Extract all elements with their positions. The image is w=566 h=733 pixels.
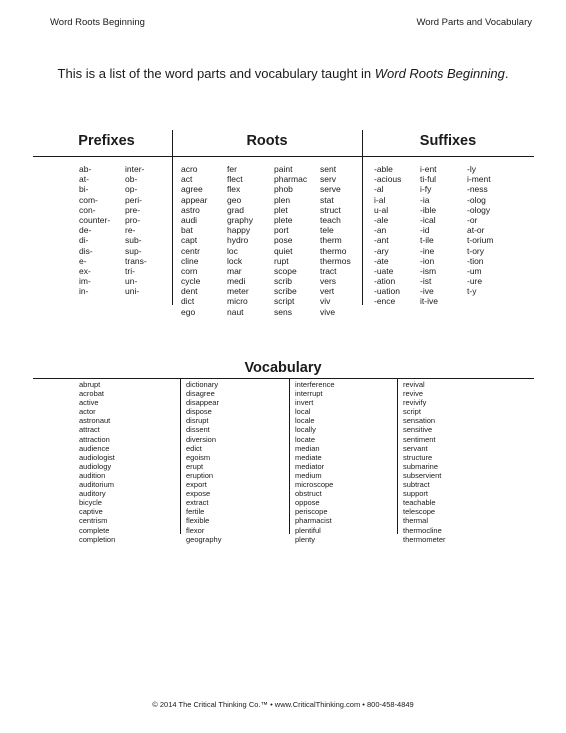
root-item: thermos [320, 255, 351, 266]
root-item: phob [274, 184, 293, 195]
root-item: dent [181, 286, 198, 297]
vocabulary-word: support [403, 489, 429, 499]
vocabulary-word: medium [295, 470, 322, 480]
vocabulary-word: audition [79, 470, 106, 480]
intro-after: . [504, 66, 509, 81]
vocabulary-word: thermocline [403, 525, 442, 535]
vocab-divider-1 [180, 378, 181, 534]
vocabulary-word: thermometer [403, 534, 446, 544]
vocabulary-word-column [295, 380, 335, 544]
header-right: Word Parts and Vocabulary [416, 17, 532, 28]
root-item-column [320, 164, 351, 317]
suffix-item: -ence [374, 296, 396, 307]
suffix-item: -ure [467, 276, 483, 287]
root-item-column [227, 164, 253, 317]
vocab-divider-2 [289, 378, 290, 534]
root-item: grad [227, 204, 245, 215]
vocabulary-word-column [79, 380, 115, 544]
root-item: tele [320, 225, 334, 236]
root-item: ego [181, 306, 196, 317]
vocabulary-word: dissent [186, 425, 210, 435]
vocabulary-word: fertile [186, 507, 205, 517]
vocabulary-word: periscope [295, 507, 328, 517]
vocabulary-word: subservient [403, 470, 442, 480]
prefix-item: im- [79, 276, 91, 287]
vocabulary-word: egoism [186, 452, 211, 462]
vocabulary-word: centrism [79, 516, 108, 526]
vocabulary-word: eruption [186, 470, 214, 480]
vocabulary-word: captive [79, 507, 103, 517]
root-item: struct [320, 204, 341, 215]
prefix-item: inter- [125, 164, 145, 174]
vocabulary-word: dictionary [186, 380, 219, 389]
vocabulary-word: flexor [186, 525, 205, 535]
root-item: agree [181, 184, 203, 195]
divider-prefixes-roots [172, 130, 173, 305]
suffix-item: -ly [467, 164, 476, 174]
prefix-item: ab- [79, 164, 92, 174]
suffix-item: ti-ful [420, 174, 437, 185]
suffix-item: i-al [374, 194, 386, 205]
root-item: loc [227, 245, 238, 256]
root-item: cline [181, 255, 199, 266]
vocabulary-word: pharmacist [295, 516, 332, 526]
vocabulary-word: revive [403, 389, 424, 399]
vocabulary-word: completion [79, 534, 116, 544]
vocabulary-word: mediate [295, 452, 322, 462]
prefix-item: sup- [125, 245, 142, 256]
vocabulary-word: telescope [403, 507, 436, 517]
vocabulary-word: geography [186, 534, 222, 544]
vocabulary-word: actor [79, 407, 96, 417]
prefix-item-column [79, 164, 110, 296]
root-item: serv [320, 174, 337, 185]
suffix-item: at-or [467, 225, 485, 236]
suffix-item: -uation [374, 286, 400, 297]
vocabulary-word: invert [295, 398, 314, 408]
vocabulary-word: acrobat [79, 389, 105, 399]
suffix-item-column [420, 164, 438, 307]
suffix-item: -ist [420, 276, 432, 287]
vocabulary-word: plenty [295, 534, 316, 544]
suffix-item: -ible [420, 204, 437, 215]
root-item: plen [274, 194, 291, 205]
root-item: geo [227, 194, 242, 205]
suffix-item: -ation [374, 276, 396, 287]
suffix-item: -tion [467, 255, 484, 266]
prefix-item: pre- [125, 204, 141, 215]
root-item: rupt [274, 255, 289, 266]
root-item: fer [227, 164, 237, 174]
vocabulary-word: extract [186, 498, 209, 508]
vocabulary-word: active [79, 398, 99, 408]
vocabulary-word: dispose [186, 407, 212, 417]
vocabulary-word: flexible [186, 516, 210, 526]
root-item: vive [320, 306, 336, 317]
suffix-item: -olog [467, 194, 486, 205]
root-item: graphy [227, 214, 253, 225]
vocabulary-word: bicycle [79, 498, 102, 508]
prefix-item: in- [79, 286, 89, 297]
vocabulary-word: interference [295, 380, 335, 389]
vocabulary-word: plentiful [295, 525, 321, 535]
vocabulary-word: teachable [403, 498, 436, 508]
root-item: serve [320, 184, 341, 195]
vocabulary-word: revival [403, 380, 425, 389]
root-item: pose [274, 235, 293, 246]
vocabulary-word: revivify [403, 398, 427, 408]
suffix-item: -or [467, 214, 478, 225]
vocabulary-word-column [403, 380, 446, 544]
root-item: thermo [320, 245, 347, 256]
vocabulary-word: locally [295, 425, 316, 435]
vocabulary-word: audiologist [79, 452, 115, 462]
root-item: centr [181, 245, 200, 256]
root-item: act [181, 174, 193, 185]
root-item: stat [320, 194, 334, 205]
root-item: acro [181, 164, 198, 174]
vocabulary-word: script [403, 407, 421, 417]
root-item: happy [227, 225, 251, 236]
suffix-item: -uate [374, 265, 394, 276]
root-item: plet [274, 204, 288, 215]
root-item: scrib [274, 276, 292, 287]
vocabulary-word: abrupt [79, 380, 101, 389]
vocabulary-word: export [186, 480, 207, 490]
intro-before: This is a list of the word parts and vocabulary taught in [57, 66, 375, 81]
root-item: scribe [274, 286, 297, 297]
root-item: cycle [181, 276, 201, 287]
suffix-item: -ary [374, 245, 389, 256]
vocabulary-word: locale [295, 416, 315, 426]
prefix-item: pro- [125, 214, 141, 225]
root-item: micro [227, 296, 248, 307]
vocabulary-word: disrupt [186, 416, 209, 426]
suffix-item: -um [467, 265, 482, 276]
root-item: tract [320, 265, 337, 276]
root-item: bat [181, 225, 193, 236]
vocabulary-rule [33, 378, 534, 379]
suffix-item: t-y [467, 286, 477, 297]
vocabulary-word: sensitive [403, 425, 433, 435]
prefix-item: un- [125, 276, 138, 287]
vocabulary-heading: Vocabulary [244, 360, 322, 376]
prefix-item: dis- [79, 245, 93, 256]
suffix-item: -ia [420, 194, 430, 205]
root-item: meter [227, 286, 249, 297]
root-item: capt [181, 235, 198, 246]
vocabulary-word: structure [403, 452, 433, 462]
root-item: vert [320, 286, 335, 297]
vocabulary-word: obstruct [295, 489, 322, 499]
root-item: pharmac [274, 174, 308, 185]
intro-book-title: Word Roots Beginning [374, 66, 505, 81]
suffix-item: -ant [374, 235, 389, 246]
prefix-item: com- [79, 194, 98, 205]
vocabulary-word: disappear [186, 398, 219, 408]
vocabulary-word: submarine [403, 461, 439, 471]
vocabulary-word: locate [295, 434, 316, 444]
suffix-item: -ology [467, 204, 491, 215]
suffix-item: -able [374, 164, 393, 174]
prefix-item-column [125, 164, 147, 296]
vocabulary-word: thermal [403, 516, 429, 526]
prefix-item: e- [79, 255, 87, 266]
prefix-item: sub- [125, 235, 142, 246]
suffix-item: -ism [420, 265, 437, 276]
root-item: corn [181, 265, 198, 276]
vocabulary-word: disagree [186, 389, 215, 399]
prefix-item: re- [125, 225, 136, 236]
root-item: flex [227, 184, 241, 195]
suffix-item: -an [374, 225, 387, 236]
suffix-item: -ine [420, 245, 435, 256]
root-item: dict [181, 296, 195, 307]
suffix-item: -ate [374, 255, 389, 266]
root-item: plete [274, 214, 293, 225]
vocabulary-word-column [186, 380, 221, 544]
suffix-item: i-ment [467, 174, 491, 185]
vocabulary-word: median [295, 443, 320, 453]
vocabulary-word: audience [79, 443, 110, 453]
root-item: quiet [274, 245, 293, 256]
intro-text [0, 66, 566, 81]
root-item: vers [320, 276, 337, 287]
root-item: mar [227, 265, 242, 276]
prefix-item: peri- [125, 194, 143, 205]
vocabulary-word: sentiment [403, 434, 436, 444]
prefix-item: ex- [79, 265, 91, 276]
vocabulary-word: auditory [79, 489, 106, 499]
suffix-item-column [467, 164, 493, 296]
vocabulary-word: microscope [295, 480, 334, 490]
suffix-item: -ness [467, 184, 488, 195]
root-item: paint [274, 164, 293, 174]
suffix-item: -id [420, 225, 430, 236]
suffix-item: i-fy [420, 184, 432, 195]
root-item: therm [320, 235, 342, 246]
root-item: sent [320, 164, 337, 174]
suffix-item: -acious [374, 174, 402, 185]
prefix-item: op- [125, 184, 138, 195]
vocabulary-word: erupt [186, 461, 204, 471]
root-item: lock [227, 255, 243, 266]
vocabulary-word: interrupt [295, 389, 323, 399]
root-item-column [181, 164, 207, 317]
vocabulary-word: complete [79, 525, 110, 535]
prefix-item: ob- [125, 174, 138, 185]
root-item: flect [227, 174, 243, 185]
suffix-item: u-al [374, 204, 389, 215]
root-item: naut [227, 306, 244, 317]
suffixes-heading: Suffixes [419, 133, 477, 149]
prefix-item: di- [79, 235, 89, 246]
suffix-item: it-ive [420, 296, 438, 307]
suffix-item-column [374, 164, 401, 307]
root-item: hydro [227, 235, 249, 246]
suffix-item: t-ory [467, 245, 484, 256]
prefix-item: trans- [125, 255, 147, 266]
prefix-item: de- [79, 225, 92, 236]
root-item: medi [227, 276, 246, 287]
vocabulary-word: sensation [403, 416, 436, 426]
word-parts-rule [33, 156, 534, 157]
suffix-item: -ion [420, 255, 435, 266]
suffix-item: t-orium [467, 235, 494, 246]
root-item: appear [181, 194, 208, 205]
vocabulary-word: audiology [79, 461, 112, 471]
vocabulary-word: local [295, 407, 311, 417]
vocabulary-word: edict [186, 443, 202, 453]
root-item: script [274, 296, 295, 307]
vocabulary-word: oppose [295, 498, 320, 508]
prefixes-heading: Prefixes [78, 133, 135, 149]
vocabulary-word: attraction [79, 434, 110, 444]
vocabulary-word: auditorium [79, 480, 115, 490]
suffix-item: -ale [374, 214, 389, 225]
root-item: scope [274, 265, 297, 276]
prefix-item: con- [79, 204, 96, 215]
root-item-column [274, 164, 307, 317]
root-item: sens [274, 306, 292, 317]
vocabulary-word: mediator [295, 461, 325, 471]
header-left: Word Roots Beginning [50, 17, 145, 28]
suffix-item: -al [374, 184, 384, 195]
prefix-item: bi- [79, 184, 89, 195]
prefix-item: at- [79, 174, 89, 185]
vocabulary-word: servant [403, 443, 428, 453]
vocabulary-word: expose [186, 489, 211, 499]
vocabulary-word: subtract [403, 480, 430, 490]
root-item: port [274, 225, 289, 236]
vocabulary-word: diversion [186, 434, 217, 444]
root-item: viv [320, 296, 331, 307]
suffix-item: t-ile [420, 235, 434, 246]
root-item: teach [320, 214, 341, 225]
prefix-item: uni- [125, 286, 140, 297]
suffix-item: -ive [420, 286, 434, 297]
suffix-item: i-ent [420, 164, 437, 174]
divider-roots-suffixes [362, 130, 363, 305]
prefix-item: counter- [79, 214, 111, 225]
vocabulary-word: astronaut [79, 416, 111, 426]
roots-heading: Roots [246, 133, 288, 149]
vocabulary-word: attract [79, 425, 100, 435]
suffix-item: -ical [420, 214, 436, 225]
root-item: audi [181, 214, 198, 225]
root-item: astro [181, 204, 200, 215]
prefix-item: tri- [125, 265, 135, 276]
footer: © 2014 The Critical Thinking Co.™ • www.CriticalThinking.com • 800-458-4849 [152, 700, 414, 709]
vocab-divider-3 [397, 378, 398, 534]
